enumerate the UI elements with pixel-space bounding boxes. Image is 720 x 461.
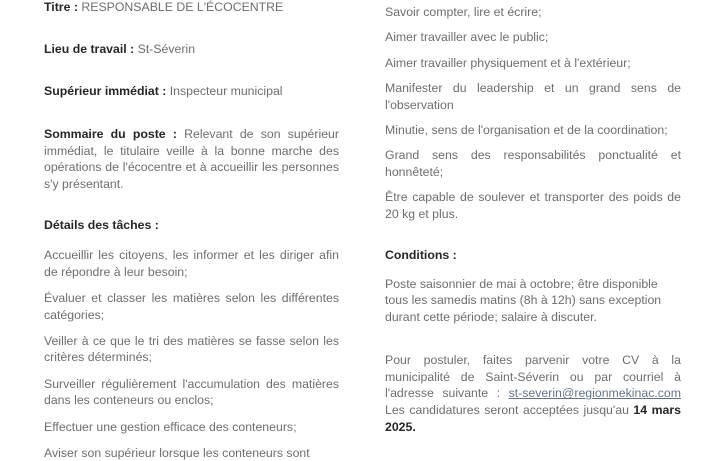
- field-superieur-immediat: [44, 84, 339, 99]
- right-column: [385, 0, 681, 435]
- list-item: Effectuer une gestion efficace des conteneurs;: [44, 419, 297, 434]
- summary-separator: :: [165, 127, 185, 141]
- list-item: Aviser son supérieur lorsque les conteneurs sont: [44, 446, 310, 461]
- list-item: Évaluer et classer les matières selon les différentes catégories;: [44, 291, 339, 322]
- email-link[interactable]: st-severin@regionmekinac.com: [508, 386, 681, 401]
- field-superieur-immediat-label: Supérieur immédiat: [44, 84, 159, 98]
- list-item: Accueillir les citoyens, les informer et les diriger afin de répondre à leur besoin;: [44, 248, 339, 279]
- field-superieur-immediat-value: Inspecteur municipal: [169, 84, 283, 98]
- apply-text-before: Pour postuler, faites parvenir votre CV à la municipalité de Saint-Séverin ou par courriel à l'adresse suivante :: [385, 353, 681, 401]
- list-item: Veiller à ce que le tri des matières se fasse selon les critères déterminés;: [44, 334, 339, 365]
- apply-paragraph: [385, 352, 681, 435]
- list-item: Être capable de soulever et transporter des poids de 20 kg et plus.: [385, 190, 681, 221]
- list-item: Surveiller régulièrement l'accumulation des matières dans les conteneurs ou enclos;: [44, 376, 339, 408]
- list-item: Grand sens des responsabilités ponctualité et honnêteté;: [385, 148, 681, 179]
- apply-text-middle: Les candidatures seront acceptées jusqu'au: [385, 403, 634, 418]
- list-item: Aimer travailler avec le public;: [385, 30, 549, 45]
- field-lieu-de-travail-label: Lieu de travail: [44, 42, 127, 56]
- conditions-text: Poste saisonnier de mai à octobre; être disponible tous les samedis matins (8h à 12h) sans exception durant cette période; salaire à discuter.: [385, 277, 662, 324]
- field-lieu-de-travail-separator: :: [126, 42, 138, 56]
- tasks-list: [44, 247, 339, 461]
- field-superieur-immediat-separator: :: [158, 84, 170, 98]
- field-lieu-de-travail: [44, 42, 339, 57]
- field-lieu-de-travail-value: St-Séverin: [137, 42, 196, 56]
- list-item: Aimer travailler physiquement et à l'extérieur;: [385, 55, 631, 70]
- conditions-heading: Conditions :: [385, 248, 457, 263]
- qualifications-list: [385, 4, 681, 222]
- summary-label: Sommaire du poste: [44, 127, 166, 141]
- summary-text: Relevant de son supérieur immédiat, le titulaire veille à la bonne marche des opérations de l'écocentre et à accueillir les personnes s'y présentant.: [44, 127, 339, 191]
- summary-paragraph: [44, 126, 339, 192]
- list-item: Minutie, sens de l'organisation et de la coordination;: [385, 123, 668, 138]
- list-item: Manifester du leadership et un grand sens de l'observation: [385, 81, 681, 112]
- tasks-heading: Détails des tâches :: [44, 218, 159, 233]
- field-titre-label: Titre: [44, 0, 71, 14]
- field-titre: [44, 0, 339, 15]
- field-titre-separator: :: [70, 0, 82, 14]
- list-item: Savoir compter, lire et écrire;: [385, 5, 542, 19]
- left-column: [44, 0, 339, 461]
- field-titre-value: RESPONSABLE DE L'ÉCOCENTRE: [81, 0, 284, 14]
- application-deadline: 14 mars 2025.: [385, 403, 681, 434]
